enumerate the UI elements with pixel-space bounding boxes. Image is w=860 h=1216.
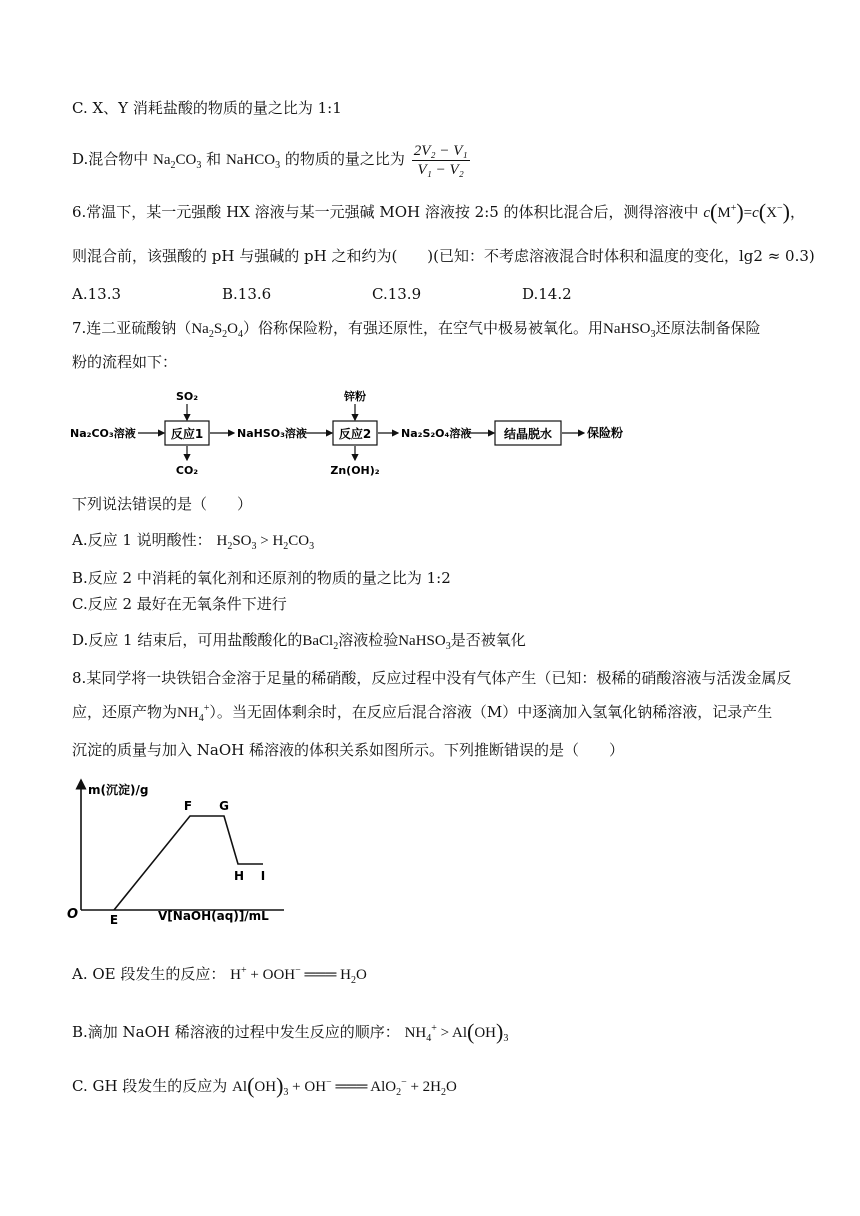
q7-option-a: A.反应 1 说明酸性： $H_2SO_3 > H_2CO_3$ (72, 531, 315, 552)
flow-in-1: SO₂ (175, 390, 199, 403)
q6-option-b: B.13.6 (222, 285, 272, 303)
flow-box-2-label: 反应2 (338, 427, 372, 441)
flow-end: 保险粉 (587, 426, 624, 440)
flow-mid-2: Na₂S₂O₄溶液 (401, 427, 472, 440)
q7-option-d: D.反应 1 结束后，可用盐酸酸化的BaCl$_2$溶液检验NaHSO$_3$是否被氧化 (72, 631, 526, 652)
q7-option-d-c: 是否被氧化 (450, 631, 526, 649)
q5-fraction-numerator: 2V₂ − V₁ (413, 142, 468, 159)
q6-option-d: D.14.2 (522, 285, 572, 303)
precipitate-curve (114, 816, 266, 910)
q8-text-a: 应，还原产物为 (72, 703, 178, 721)
q6-stem-text: 6.常温下，某一元强酸 HX 溶液与某一元强碱 MOH 溶液按 2:5 的体积比混合后，测得溶液中 (72, 203, 699, 221)
q7-option-d-a: D.反应 1 结束后，可用盐酸酸化的 (72, 631, 303, 649)
q8-stem-line2: 应，还原产物为$NH_4^+$）。当无固体剩余时，在反应后混合溶液（M）中逐滴加入氢氧化钠稀溶液，记录产生 (72, 703, 773, 724)
q6-equation: c(M+)=c(X−)， (703, 199, 805, 224)
q8-graph (66, 768, 306, 938)
q5-option-c: C. X、Y 消耗盐酸的物质的量之比为 1:1 (72, 99, 342, 117)
q7-option-a-text: A.反应 1 说明酸性： (72, 531, 212, 549)
q7-text-c: 还原法制备保险 (655, 319, 761, 337)
q8-text-b: ）。当无固体剩余时，在反应后混合溶液（M）中逐滴加入氢氧化钠稀溶液，记录产生 (209, 703, 773, 721)
q8-stem-line3: 沉淀的质量与加入 NaOH 稀溶液的体积关系如图所示。下列推断错误的是（ ） (72, 741, 624, 759)
q5-option-d: D.混合物中 $Na_2CO_3$ 和 NaHCO$_3$ 的物质的量之比为 $\frac{\text{2V₂ − V₁}}{\text{V₁ − V₂}}$ (72, 142, 468, 178)
q7-text-a: 7.连二亚硫酸钠（ (72, 319, 192, 337)
q8-option-c-text: C. GH 段发生的反应为 (72, 1077, 228, 1095)
point-i: I (260, 869, 266, 883)
q6-option-c: C.13.9 (372, 285, 422, 303)
flow-box-3-label: 结晶脱水 (503, 427, 553, 441)
flow-mid: NaHSO₃溶液 (237, 427, 307, 440)
q5-option-d-prefix: D.混合物中 (72, 150, 149, 168)
q7-text-b: ）俗称保险粉，有强还原性，在空气中极易被氧化。用 (243, 319, 604, 337)
q5-option-d-and: 和 (206, 150, 222, 168)
q6-stem-line1 (72, 199, 805, 224)
flow-out-2: Zn(OH)₂ (330, 464, 380, 477)
y-axis-label: m(沉淀)/g (88, 783, 149, 797)
q8-option-b: B.滴加 NaOH 稀溶液的过程中发生反应的顺序： $NH_4^+ > Al(OH)_3$ (72, 1019, 509, 1044)
flow-box-1-label: 反应1 (170, 427, 204, 441)
q8-option-a: A. OE 段发生的反应： H+ + OOH− ═══ $H_2O$ (72, 965, 367, 986)
q6-stem-line2: 则混合前，该强酸的 pH 与强碱的 pH 之和约为( )(已知：不考虑溶液混合时体积和温度的变化，lg2 ≈ 0.3) (72, 247, 815, 265)
q7-stem-line2: 粉的流程如下： (72, 353, 178, 371)
q5-fraction-denominator: V₁ − V₂ (417, 161, 464, 178)
q7-option-b: B.反应 2 中消耗的氧化剂和还原剂的物质的量之比为 1:2 (72, 569, 451, 587)
q6-options (72, 284, 572, 304)
q8-option-a-text: A. OE 段发生的反应： (72, 965, 226, 983)
flow-out-1: CO₂ (175, 464, 199, 477)
origin-label: O (66, 907, 78, 922)
q5-option-d-suffix: 的物质的量之比为 (284, 150, 405, 168)
q7-option-d-b: 溶液检验 (338, 631, 399, 649)
q8-option-b-text: B.滴加 NaOH 稀溶液的过程中发生反应的顺序： (72, 1023, 400, 1041)
q8-stem-line1: 8.某同学将一块铁铝合金溶于足量的稀硝酸，反应过程中没有气体产生（已知：极稀的硝酸溶液与活泼金属反 (72, 669, 792, 687)
q7-option-c: C.反应 2 最好在无氧条件下进行 (72, 595, 287, 613)
q7-stem-line1: 7.连二亚硫酸钠$(Na_2S_2O_4)$俗称保险粉，有强还原性，在空气中极易被氧化。用NaHSO$_3$还原法制备保险 (72, 319, 761, 340)
q5-fraction (412, 142, 470, 179)
point-f: F (183, 799, 193, 813)
point-g: G (219, 799, 229, 813)
x-axis-label: V[NaOH(aq)]/mL (158, 909, 269, 923)
flow-start: Na₂CO₃溶液 (70, 427, 136, 440)
q7-flow-diagram (66, 380, 646, 480)
q6-option-a: A.13.3 (72, 285, 121, 303)
q7-prompt: 下列说法错误的是（ ） (72, 495, 253, 513)
point-h: H (233, 869, 245, 883)
q8-option-c: C. GH 段发生的反应为 $Al(OH)_3 + OH^-$ ═══ $AlO_2^- + 2H_2O$ (72, 1073, 457, 1098)
point-e: E (109, 913, 119, 927)
flow-in-2: 锌粉 (344, 390, 366, 403)
